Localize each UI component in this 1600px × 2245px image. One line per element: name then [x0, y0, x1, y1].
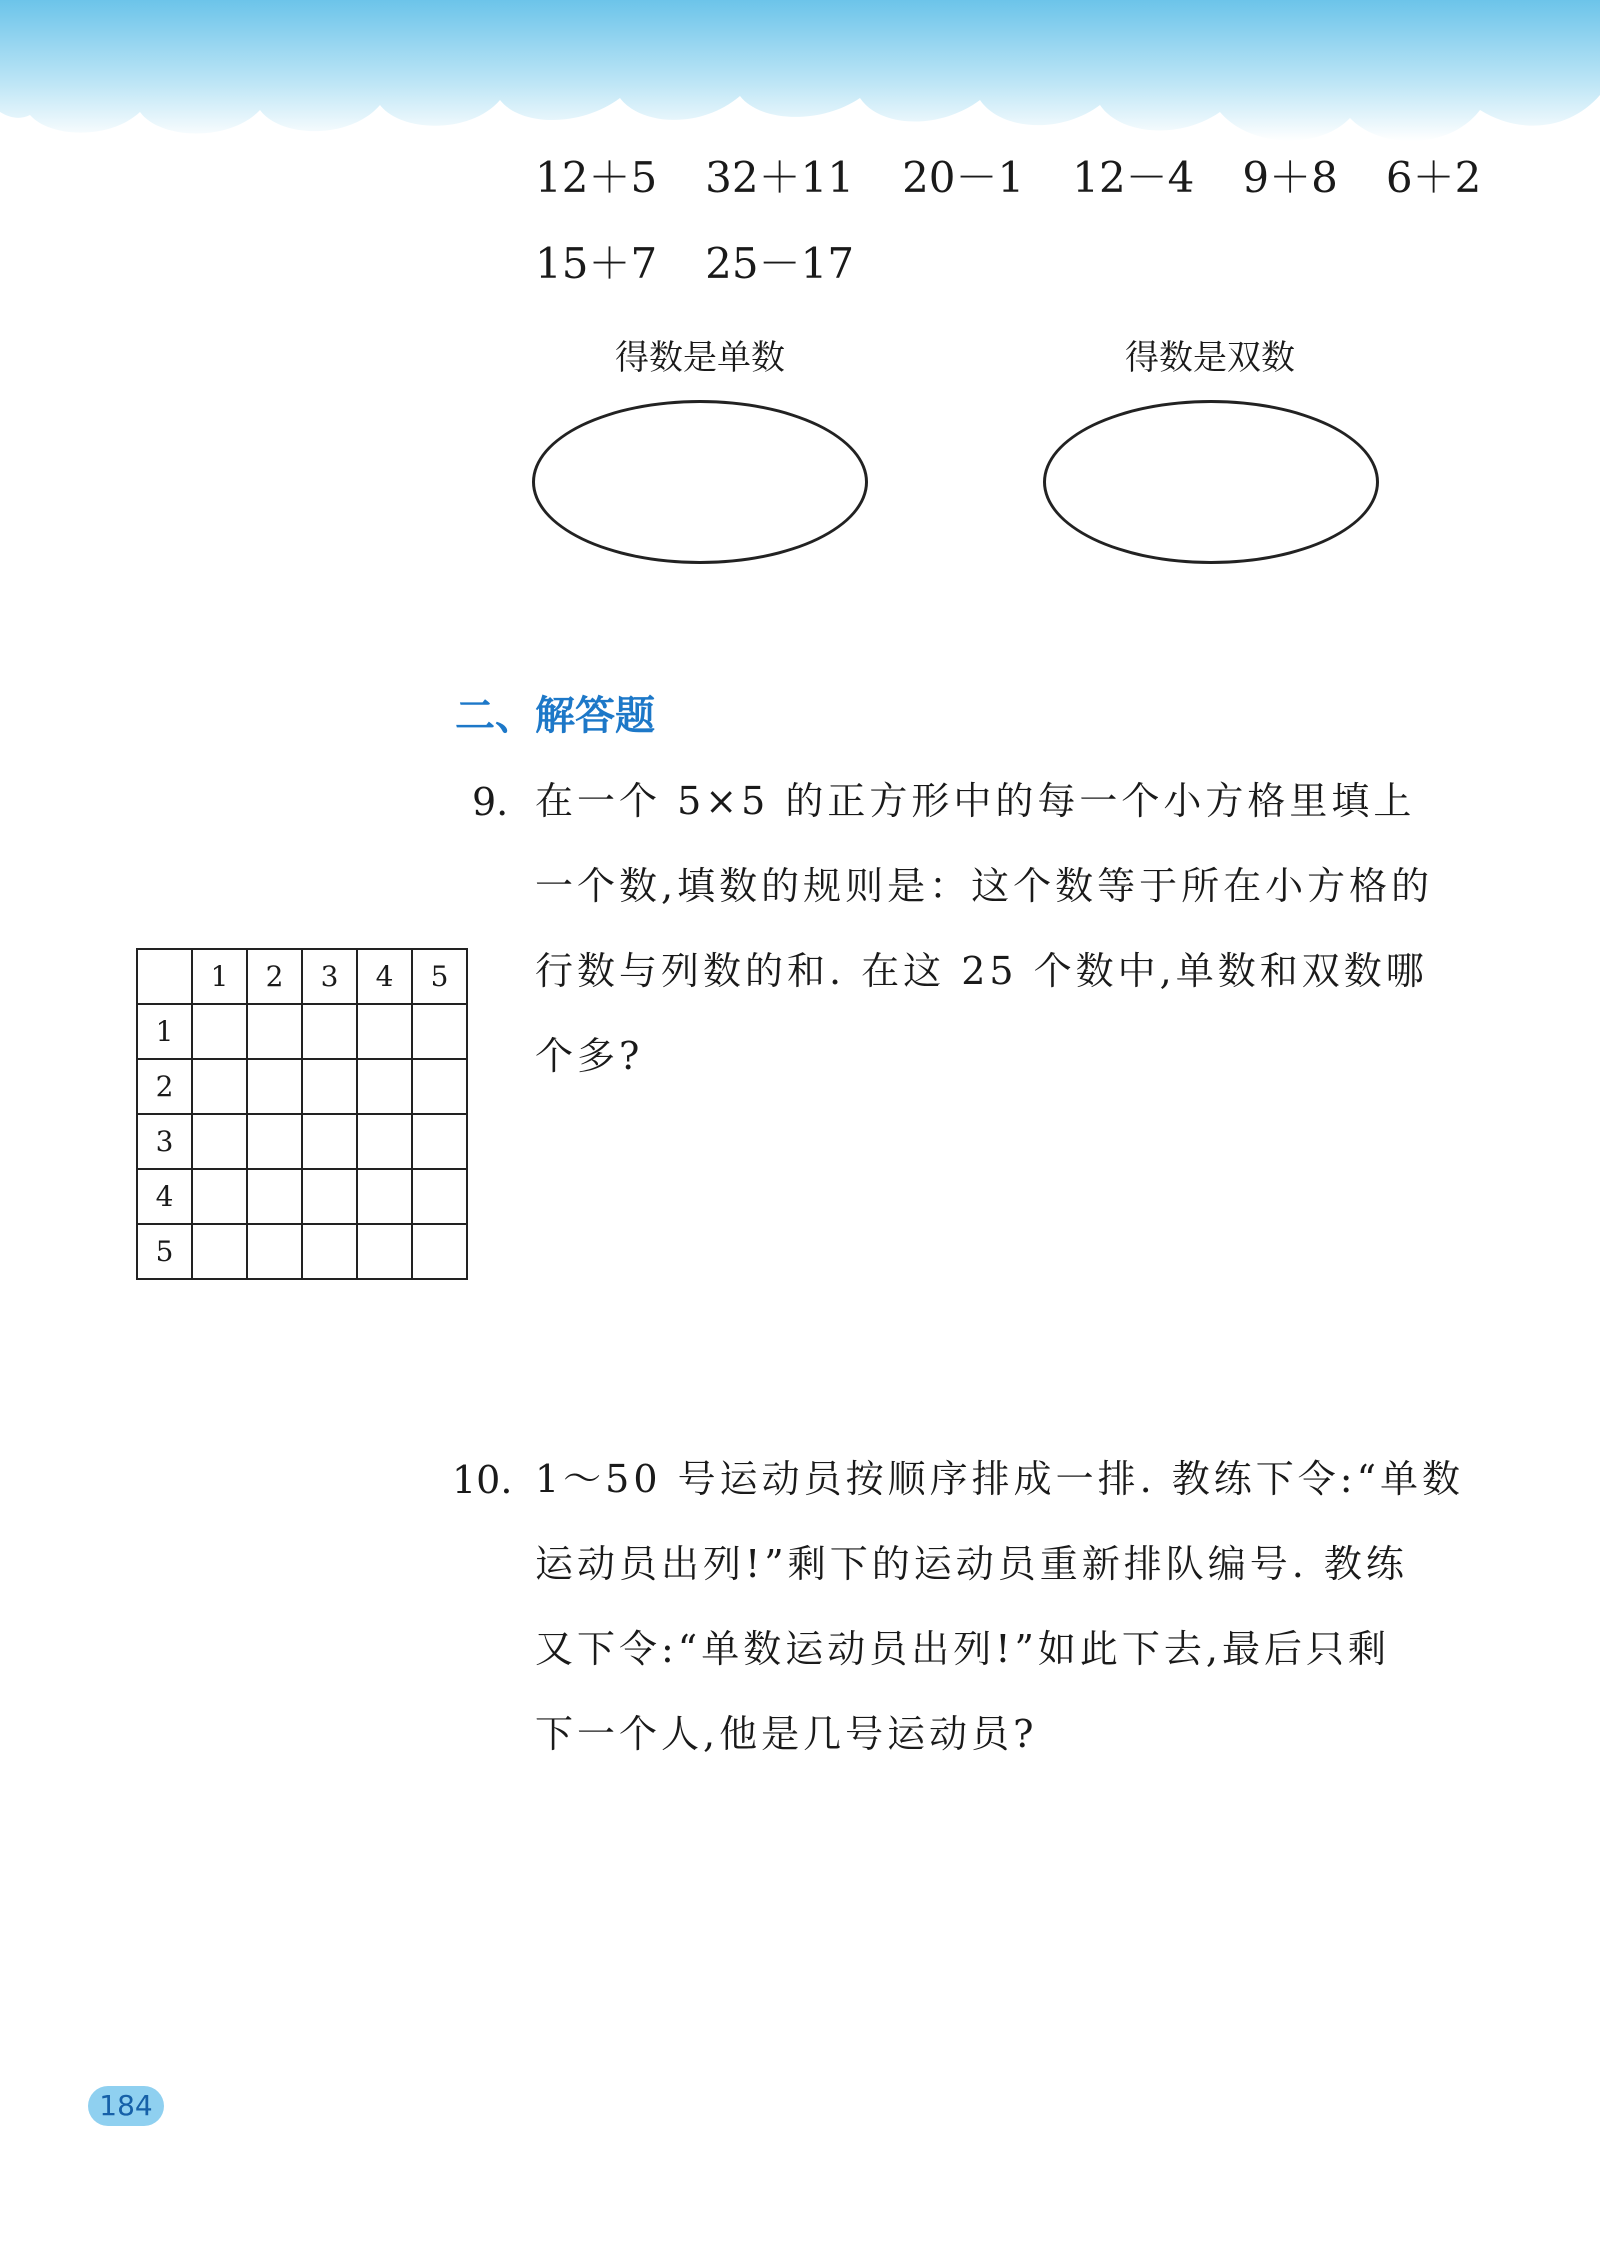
- question-10-line: 又下令:“单数运动员出列!”如此下去,最后只剩: [535, 1627, 1391, 1671]
- column-header: 5: [412, 949, 467, 1004]
- even-result-label: 得数是双数: [1125, 338, 1295, 378]
- question-10-line: 下一个人,他是几号运动员?: [535, 1712, 1038, 1756]
- grid-corner-cell: [137, 949, 192, 1004]
- grid-cell[interactable]: [412, 1169, 467, 1224]
- grid-cell[interactable]: [357, 1224, 412, 1279]
- grid-cell[interactable]: [302, 1059, 357, 1114]
- grid-header-row: [137, 949, 467, 1004]
- grid-cell[interactable]: [192, 1114, 247, 1169]
- number-grid: [136, 948, 468, 1280]
- grid-cell[interactable]: [192, 1224, 247, 1279]
- column-header: 1: [192, 949, 247, 1004]
- grid-cell[interactable]: [302, 1169, 357, 1224]
- column-header: 4: [357, 949, 412, 1004]
- column-header: 2: [247, 949, 302, 1004]
- row-header: 2: [137, 1059, 192, 1114]
- grid-cell[interactable]: [302, 1004, 357, 1059]
- grid-cell[interactable]: [247, 1224, 302, 1279]
- grid-cell[interactable]: [192, 1059, 247, 1114]
- expression: 12－4: [1072, 153, 1195, 202]
- grid-cell[interactable]: [357, 1059, 412, 1114]
- grid-row: [137, 1059, 467, 1114]
- question-9-number: 9.: [472, 780, 509, 824]
- even-answer-oval[interactable]: [1043, 400, 1379, 564]
- grid-row: [137, 1114, 467, 1169]
- expression: 15＋7: [535, 239, 658, 288]
- question-10-line: 1～50 号运动员按顺序排成一排. 教练下令:“单数: [535, 1457, 1464, 1501]
- grid-cell[interactable]: [412, 1224, 467, 1279]
- page-number: 184: [88, 2086, 164, 2126]
- expression: 6＋2: [1385, 153, 1482, 202]
- grid-cell[interactable]: [412, 1059, 467, 1114]
- expression: 20－1: [902, 153, 1025, 202]
- grid-cell[interactable]: [412, 1114, 467, 1169]
- grid-cell[interactable]: [357, 1004, 412, 1059]
- grid-row: [137, 1169, 467, 1224]
- grid-cell[interactable]: [357, 1114, 412, 1169]
- grid-row: [137, 1224, 467, 1279]
- expression: 12＋5: [535, 153, 658, 202]
- question-9-line: 在一个 5×5 的正方形中的每一个小方格里填上: [535, 779, 1416, 823]
- expression-row-1: [535, 150, 1529, 206]
- question-9-line: 个多?: [535, 1034, 644, 1078]
- grid-cell[interactable]: [192, 1169, 247, 1224]
- grid-row: [137, 1004, 467, 1059]
- grid-cell[interactable]: [247, 1114, 302, 1169]
- grid-cell[interactable]: [357, 1169, 412, 1224]
- expression: 9＋8: [1242, 153, 1338, 202]
- expression: 32＋11: [705, 153, 855, 202]
- row-header: 5: [137, 1224, 192, 1279]
- grid-cell[interactable]: [302, 1224, 357, 1279]
- question-10-text: [535, 1437, 1470, 1777]
- row-header: 4: [137, 1169, 192, 1224]
- question-10-line: 运动员出列!”剩下的运动员重新排队编号. 教练: [535, 1542, 1408, 1586]
- grid-cell[interactable]: [247, 1059, 302, 1114]
- grid-cell[interactable]: [412, 1004, 467, 1059]
- grid-cell[interactable]: [247, 1169, 302, 1224]
- grid-cell[interactable]: [192, 1004, 247, 1059]
- row-header: 1: [137, 1004, 192, 1059]
- question-9-line: 一个数,填数的规则是：这个数等于所在小方格的: [535, 864, 1434, 908]
- odd-result-label: 得数是单数: [615, 338, 785, 378]
- grid-cell[interactable]: [302, 1114, 357, 1169]
- expression-row-2: [535, 236, 902, 292]
- question-9-line: 行数与列数的和. 在这 25 个数中,单数和双数哪: [535, 949, 1428, 993]
- column-header: 3: [302, 949, 357, 1004]
- question-9-text: [535, 759, 1470, 1099]
- odd-answer-oval[interactable]: [532, 400, 868, 564]
- question-10-number: 10.: [452, 1458, 513, 1502]
- row-header: 3: [137, 1114, 192, 1169]
- section-title: 二、解答题: [455, 693, 655, 739]
- grid-cell[interactable]: [247, 1004, 302, 1059]
- expression: 25－17: [705, 239, 855, 288]
